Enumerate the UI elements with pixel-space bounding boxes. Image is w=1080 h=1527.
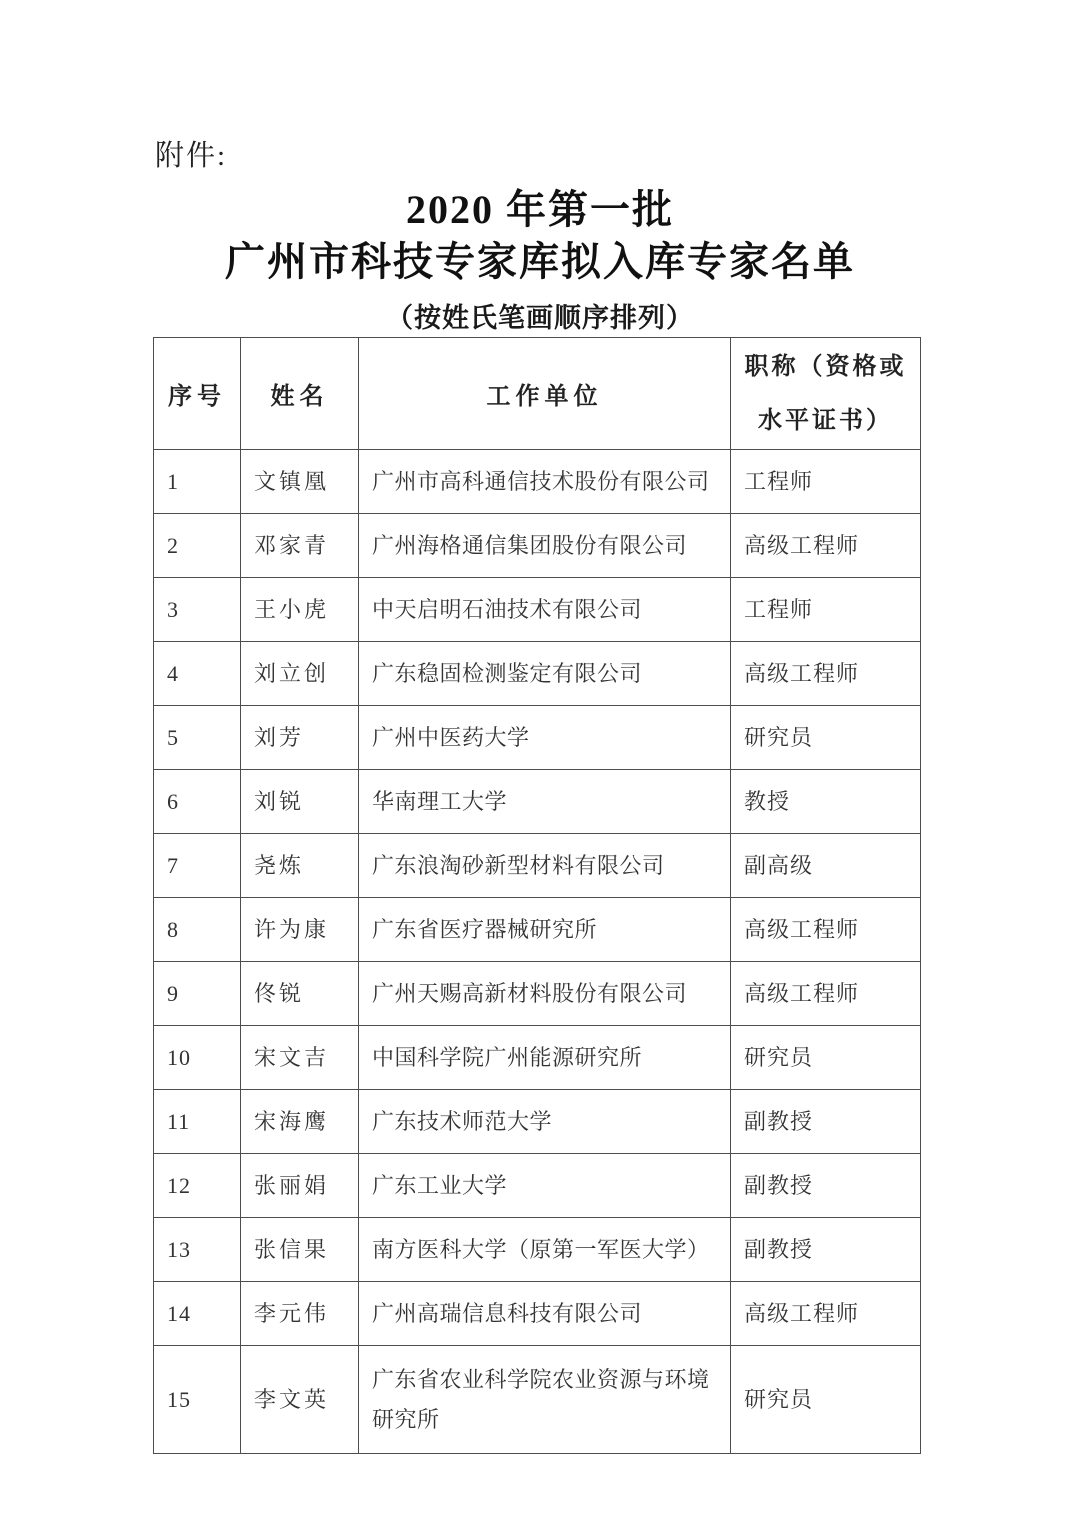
experts-table	[153, 337, 921, 1454]
cell-work-unit: 广东稳固检测鉴定有限公司	[359, 642, 731, 706]
table-row	[154, 770, 921, 834]
cell-work-unit: 广州市高科通信技术股份有限公司	[359, 450, 731, 514]
cell-serial-number: 10	[154, 1026, 241, 1090]
cell-professional-title: 研究员	[731, 1346, 921, 1454]
table-row	[154, 834, 921, 898]
cell-serial-number: 12	[154, 1154, 241, 1218]
header-professional-title-line1: 职称（资格或	[744, 353, 907, 380]
cell-work-unit: 广州中医药大学	[359, 706, 731, 770]
cell-professional-title: 副教授	[731, 1090, 921, 1154]
cell-professional-title: 教授	[731, 770, 921, 834]
cell-serial-number: 15	[154, 1346, 241, 1454]
cell-professional-title: 工程师	[731, 578, 921, 642]
table-row	[154, 1090, 921, 1154]
cell-work-unit: 中国科学院广州能源研究所	[359, 1026, 731, 1090]
table-row	[154, 962, 921, 1026]
cell-professional-title: 高级工程师	[731, 642, 921, 706]
cell-serial-number: 4	[154, 642, 241, 706]
cell-serial-number: 11	[154, 1090, 241, 1154]
cell-name: 邓家青	[241, 514, 359, 578]
cell-name: 宋海鹰	[241, 1090, 359, 1154]
header-name: 姓名	[241, 338, 359, 450]
cell-work-unit: 广东工业大学	[359, 1154, 731, 1218]
cell-serial-number: 3	[154, 578, 241, 642]
document-title-line2: 广州市科技专家库拟入库专家名单	[225, 239, 855, 284]
header-work-unit: 工作单位	[359, 338, 731, 450]
cell-name: 刘芳	[241, 706, 359, 770]
table-row	[154, 1346, 921, 1454]
cell-work-unit: 广州高瑞信息科技有限公司	[359, 1282, 731, 1346]
header-serial-number: 序号	[154, 338, 241, 450]
document-title-line1: 2020 年第一批	[406, 187, 674, 232]
cell-work-unit: 广州海格通信集团股份有限公司	[359, 514, 731, 578]
table-row	[154, 898, 921, 962]
header-professional-title	[731, 338, 921, 450]
cell-name: 张信果	[241, 1218, 359, 1282]
table-row	[154, 706, 921, 770]
table-row	[154, 450, 921, 514]
cell-professional-title: 高级工程师	[731, 962, 921, 1026]
cell-work-unit: 广东技术师范大学	[359, 1090, 731, 1154]
cell-name: 尧炼	[241, 834, 359, 898]
table-header-row	[154, 338, 921, 450]
cell-name: 刘锐	[241, 770, 359, 834]
attachment-label: 附件:	[155, 140, 228, 172]
table-row	[154, 1218, 921, 1282]
cell-professional-title: 工程师	[731, 450, 921, 514]
cell-professional-title: 研究员	[731, 1026, 921, 1090]
header-professional-title-line2: 水平证书）	[758, 407, 893, 434]
cell-serial-number: 2	[154, 514, 241, 578]
cell-serial-number: 5	[154, 706, 241, 770]
cell-work-unit: 广东浪淘砂新型材料有限公司	[359, 834, 731, 898]
cell-name: 李文英	[241, 1346, 359, 1454]
cell-serial-number: 6	[154, 770, 241, 834]
cell-professional-title: 研究员	[731, 706, 921, 770]
cell-name: 文镇凰	[241, 450, 359, 514]
cell-serial-number: 7	[154, 834, 241, 898]
cell-work-unit: 中天启明石油技术有限公司	[359, 578, 731, 642]
cell-professional-title: 副教授	[731, 1154, 921, 1218]
table-row	[154, 1282, 921, 1346]
cell-professional-title: 副教授	[731, 1218, 921, 1282]
table-row	[154, 514, 921, 578]
cell-work-unit: 南方医科大学（原第一军医大学）	[359, 1218, 731, 1282]
document-subtitle: （按姓氏笔画顺序排列）	[386, 303, 694, 333]
table-row	[154, 1154, 921, 1218]
cell-name: 宋文吉	[241, 1026, 359, 1090]
cell-professional-title: 副高级	[731, 834, 921, 898]
cell-work-unit: 广东省农业科学院农业资源与环境研究所	[359, 1346, 731, 1454]
table-row	[154, 642, 921, 706]
table-body	[154, 450, 921, 1454]
cell-work-unit: 华南理工大学	[359, 770, 731, 834]
cell-name: 刘立创	[241, 642, 359, 706]
cell-name: 佟锐	[241, 962, 359, 1026]
cell-name: 张丽娟	[241, 1154, 359, 1218]
cell-professional-title: 高级工程师	[731, 1282, 921, 1346]
cell-name: 王小虎	[241, 578, 359, 642]
table-row	[154, 1026, 921, 1090]
document-title-block	[0, 184, 1080, 288]
table-row	[154, 578, 921, 642]
cell-work-unit: 广东省医疗器械研究所	[359, 898, 731, 962]
cell-serial-number: 13	[154, 1218, 241, 1282]
cell-professional-title: 高级工程师	[731, 514, 921, 578]
cell-serial-number: 9	[154, 962, 241, 1026]
cell-name: 许为康	[241, 898, 359, 962]
cell-serial-number: 1	[154, 450, 241, 514]
cell-work-unit: 广州天赐高新材料股份有限公司	[359, 962, 731, 1026]
cell-name: 李元伟	[241, 1282, 359, 1346]
cell-professional-title: 高级工程师	[731, 898, 921, 962]
cell-serial-number: 8	[154, 898, 241, 962]
cell-serial-number: 14	[154, 1282, 241, 1346]
